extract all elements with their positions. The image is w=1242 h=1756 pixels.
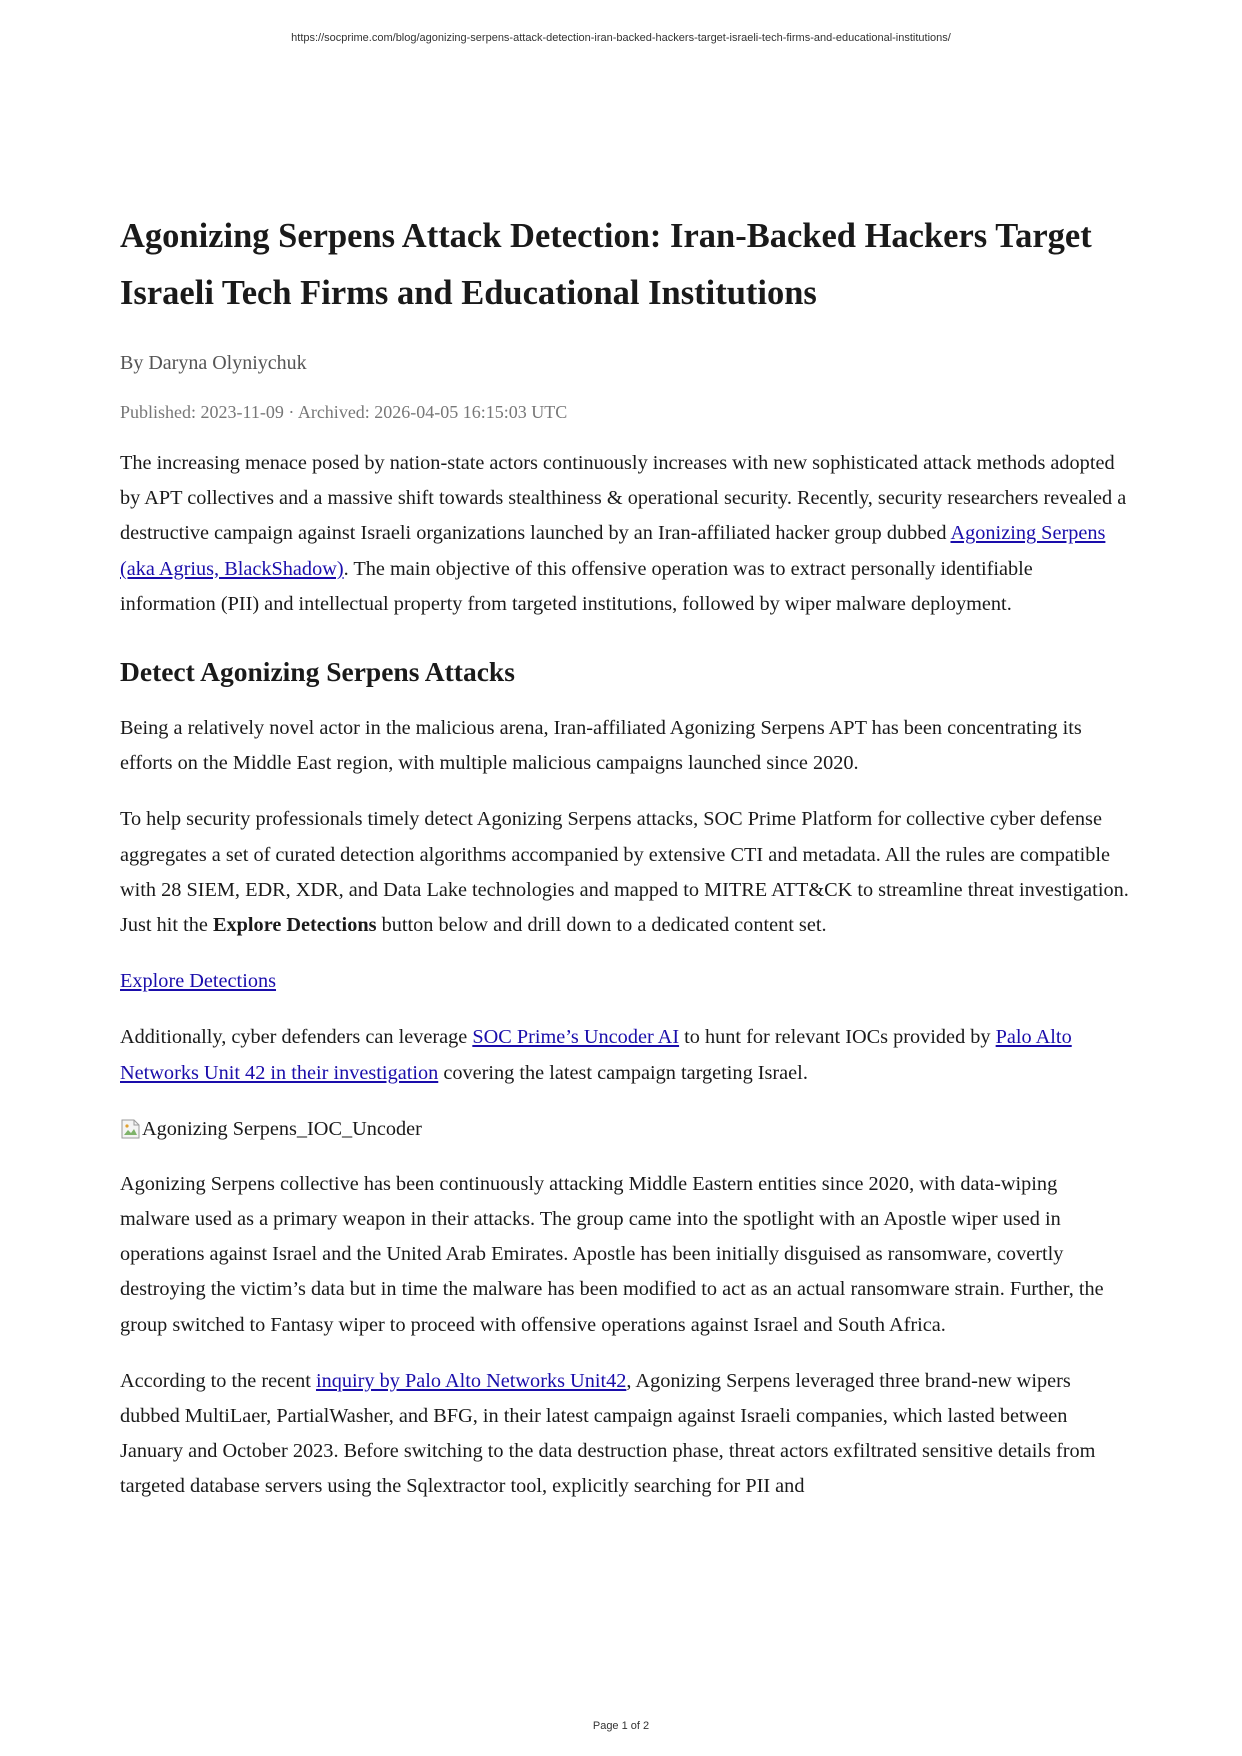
intro-paragraph	[120, 446, 1132, 622]
additionally-paragraph	[120, 1020, 1132, 1090]
collective-paragraph: Agonizing Serpens collective has been continuously attacking Middle Eastern entities since 2020, with data-wiping malware used as a primary weapon in their attacks. The group came into the spotlight with an Apostle wiper used in operations against Israel and the United Arab Emirates. Apostle has been initially disguised as ransomware, covertly destroying the victim’s data but in time the malware has been modified to act as an actual ransomware strain. Further, the group switched to Fantasy wiper to proceed with offensive operations against Israel and South Africa.	[120, 1172, 1104, 1336]
explore-detections-bold: Explore Detections	[212, 914, 377, 937]
according-paragraph	[120, 1364, 1132, 1505]
article-byline: By Daryna Olyniychuk	[120, 352, 307, 374]
additionally-text-3: covering the latest campaign targeting Israel.	[438, 1061, 808, 1084]
uncoder-ai-link[interactable]: SOC Prime’s Uncoder AI	[472, 1026, 680, 1049]
help-text-2: button below and drill down to a dedicated content set.	[376, 914, 827, 937]
additionally-text-2: to hunt for relevant IOCs provided by	[679, 1026, 996, 1049]
unit42-inquiry-link[interactable]: inquiry by Palo Alto Networks Unit42	[315, 1369, 627, 1392]
additionally-text-1: Additionally, cyber defenders can leverage	[120, 1026, 473, 1049]
explore-detections-link[interactable]: Explore Detections	[120, 970, 277, 993]
page-url-header: https://socprime.com/blog/agonizing-serpens-attack-detection-iran-backed-hackers-target-israeli-tech-firms-and-educational-institutions/	[291, 32, 951, 44]
according-text-2: , Agonizing Serpens leveraged three brand-new wipers dubbed MultiLaer, PartialWasher, and BFG, in their latest campaign against Israeli companies, which lasted between January and October 2023. Before switching to the data destruction phase, threat actors exfiltrated sensitive details from targeted database servers using the Sqlextractor tool, explicitly searching for PII and	[120, 1369, 1096, 1498]
broken-image-icon	[120, 1117, 142, 1141]
page-number-footer: Page 1 of 2	[592, 1720, 650, 1732]
unit42-investigation-link[interactable]: Palo Alto Networks Unit 42 in their investigation	[120, 1026, 1072, 1084]
help-text-1: To help security professionals timely detect Agonizing Serpens attacks, SOC Prime Platform for collective cyber defense aggregates a set of curated detection algorithms accompanied by extensive CTI and metadata. All the rules are compatible with 28 SIEM, EDR, XDR, and Data Lake technologies and mapped to MITRE ATT&CK to streamline threat investigation. Just hit the	[120, 808, 1129, 937]
article	[120, 208, 1132, 1526]
section-heading-detect: Detect Agonizing Serpens Attacks	[120, 656, 515, 688]
explore-link-paragraph	[120, 964, 1132, 999]
intro-text-2: . The main objective of this offensive operation was to extract personally identifiable information (PII) and intellectual property from targeted institutions, followed by wiper malware deployment.	[120, 557, 1033, 615]
according-text-1: According to the recent	[120, 1369, 316, 1392]
agonizing-serpens-link[interactable]: Agonizing Serpens (aka Agrius, BlackShadow)	[120, 522, 1106, 580]
article-title: Agonizing Serpens Attack Detection: Iran-Backed Hackers Target Israeli Tech Firms and Educational Institutions	[120, 217, 1092, 312]
broken-image-alt-text: Agonizing Serpens_IOC_Uncoder	[142, 1117, 422, 1140]
article-meta: Published: 2023-11-09 · Archived: 2026-04-05 16:15:03 UTC	[120, 402, 568, 422]
broken-image	[120, 1112, 1132, 1147]
intro-text-1: The increasing menace posed by nation-state actors continuously increases with new sophisticated attack methods adopted by APT collectives and a massive shift towards stealthiness & operational security. Recently, security researchers revealed a destructive campaign against Israeli organizations launched by an Iran-affiliated hacker group dubbed	[120, 452, 1127, 545]
help-paragraph	[120, 802, 1132, 943]
novel-actor-paragraph: Being a relatively novel actor in the malicious arena, Iran-affiliated Agonizing Serpens APT has been concentrating its efforts on the Middle East region, with multiple malicious campaigns launched since 2020.	[120, 717, 1082, 775]
